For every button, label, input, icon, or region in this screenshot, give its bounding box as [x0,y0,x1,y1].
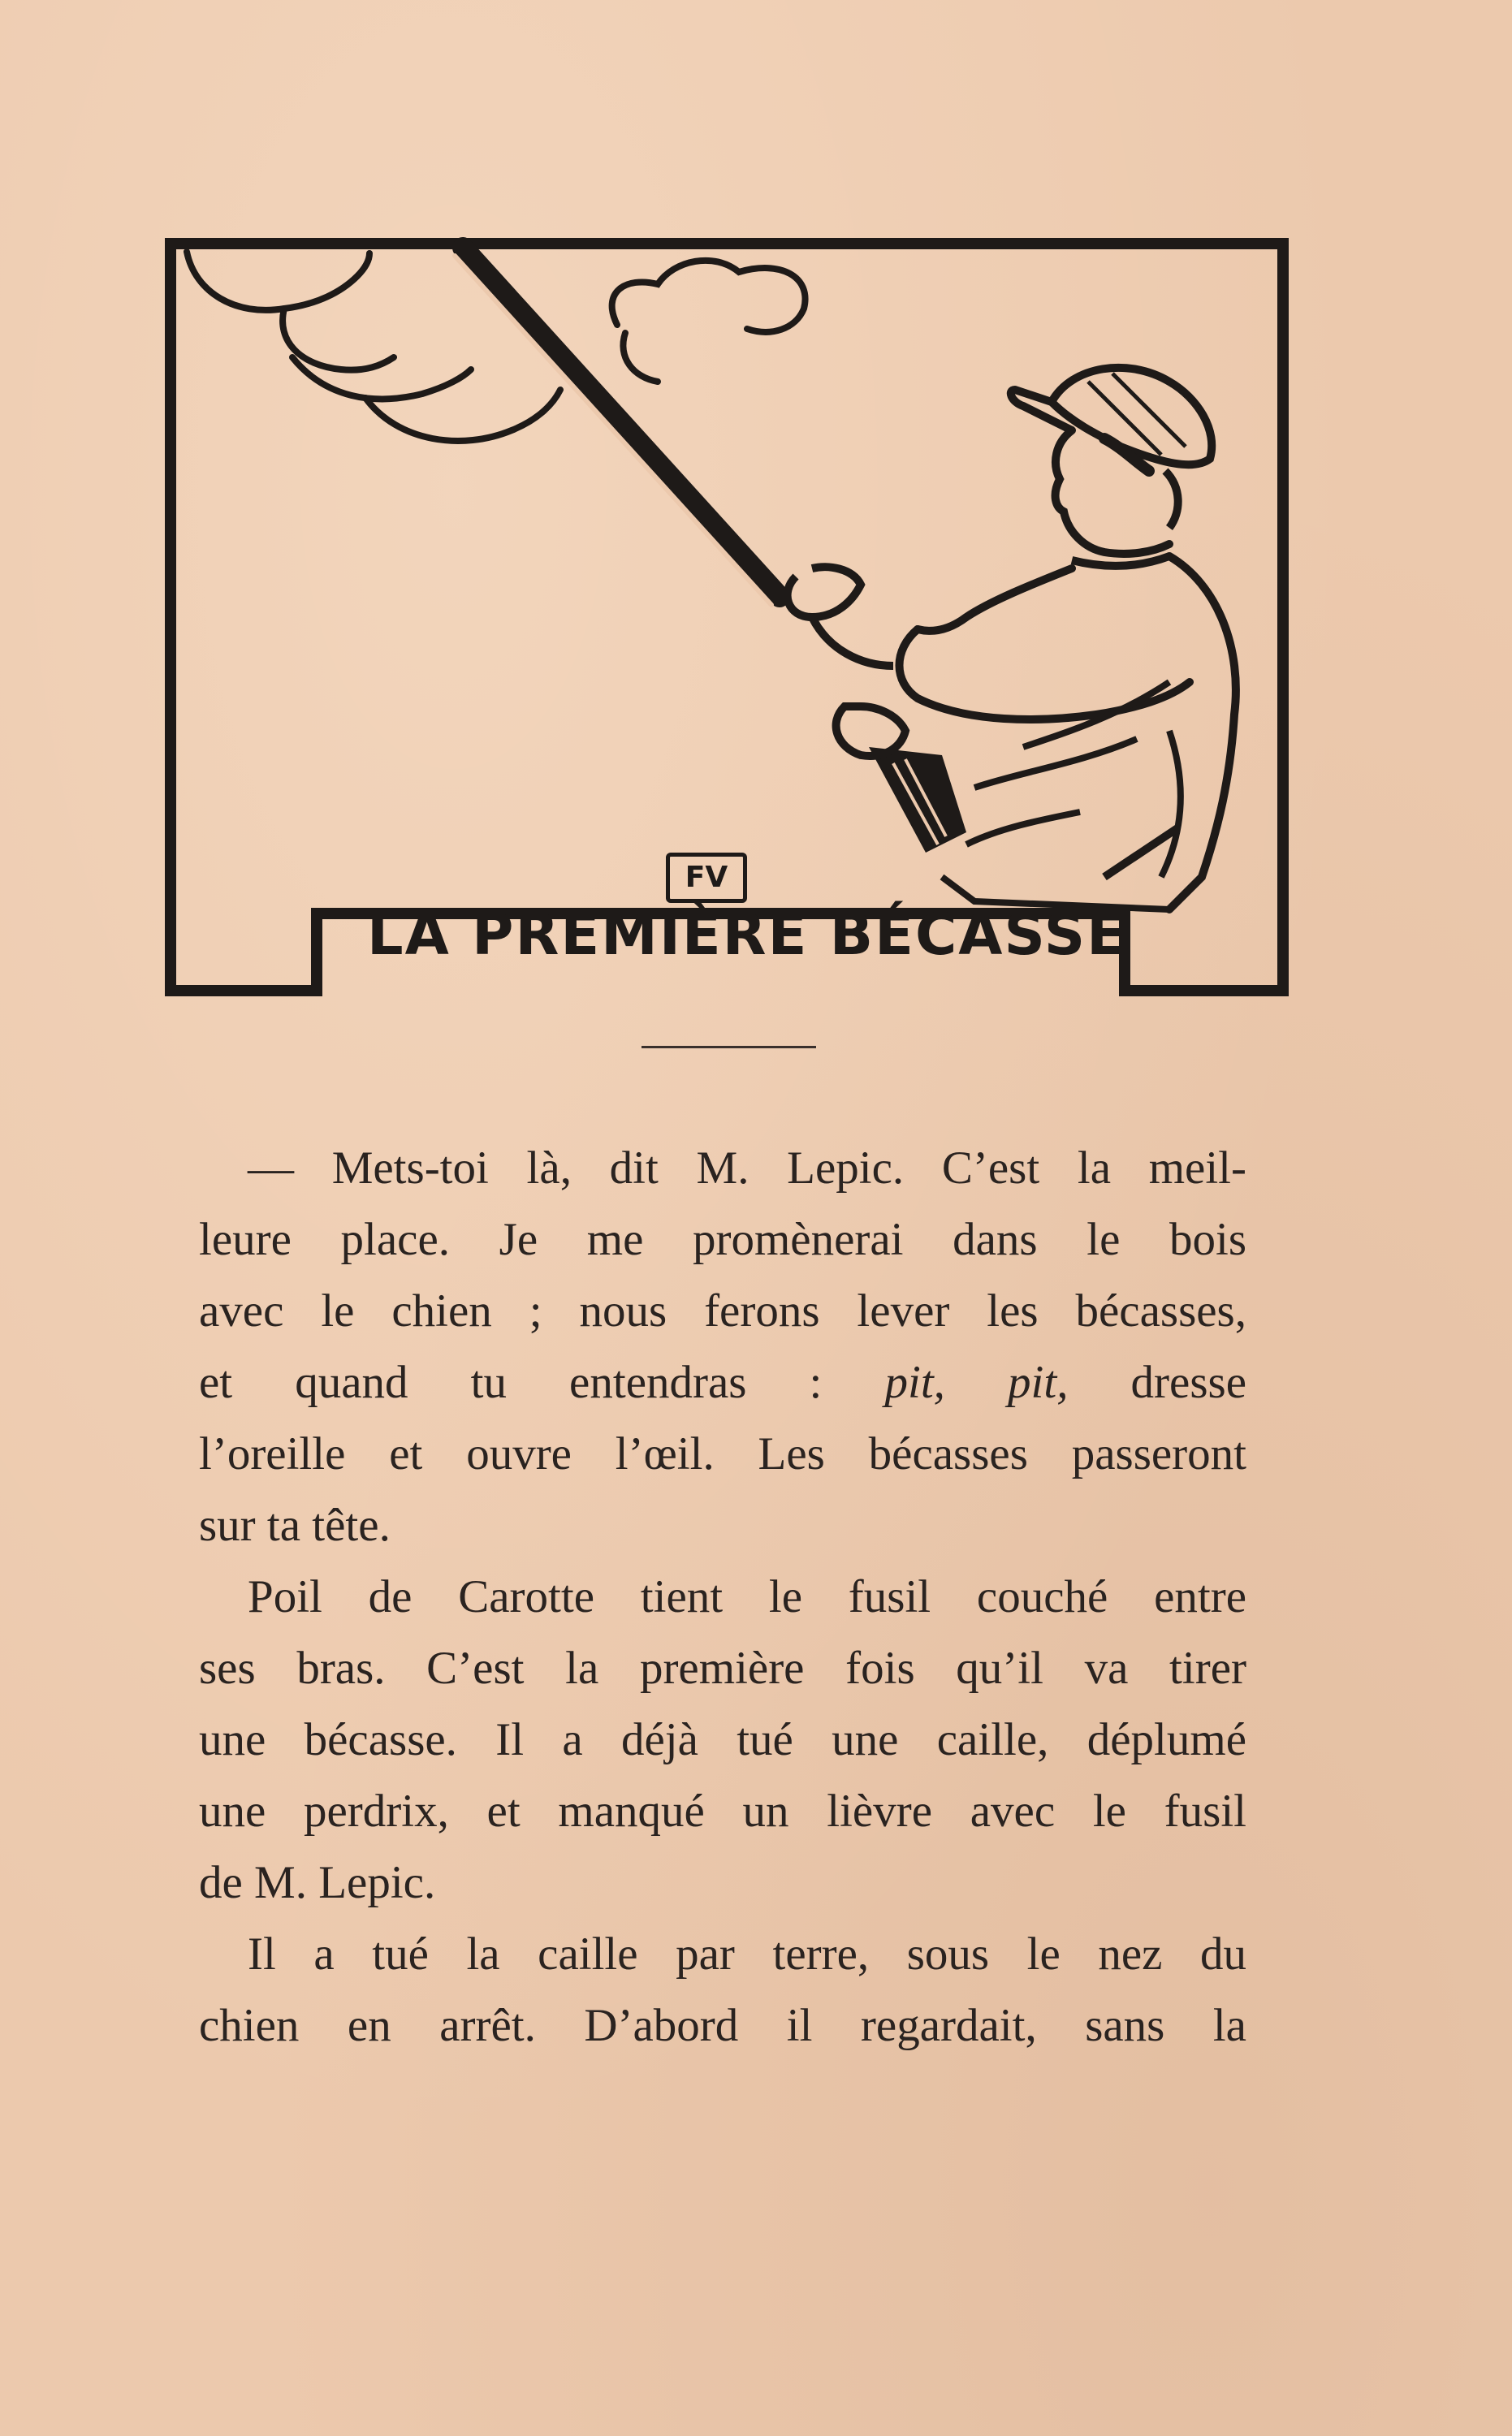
emphasized-text: pit, pit, [884,1357,1069,1408]
text-line: et quand tu entendras : pit, pit, dresse [199,1357,1246,1408]
text-line: avec le chien ; nous ferons lever les bécasses, [199,1285,1246,1337]
text-line: sur ta tête. [199,1500,391,1551]
chapter-body-text [199,1133,1246,2062]
text-line: Poil de Carotte tient le fusil couché entre [248,1571,1246,1622]
text-line: ses bras. C’est la première fois qu’il va tirer [199,1643,1246,1694]
text-line: chien en arrêt. D’abord il regardait, sans la [199,2000,1246,2051]
paragraph [199,1561,1246,1919]
paragraph [199,1133,1246,1561]
text-line: de M. Lepic. [199,1857,436,1908]
text-line: leure place. Je me promènerai dans le bois [199,1214,1246,1265]
chapter-title: LA PREMIÈRE BÉCASSE [366,901,1127,968]
artist-monogram: FV [666,853,747,903]
text-line: une perdrix, et manqué un lièvre avec le fusil [199,1786,1246,1837]
section-divider [642,1046,816,1048]
text-line: une bécasse. Il a déjà tué une caille, déplumé [199,1714,1246,1765]
text-line: Il a tué la caille par terre, sous le nez du [248,1929,1246,1980]
text-line: — Mets-toi là, dit M. Lepic. C’est la meil- [248,1142,1246,1194]
text-line: l’oreille et ouvre l’œil. Les bécasses passeront [199,1428,1246,1479]
paragraph [199,1919,1246,2062]
